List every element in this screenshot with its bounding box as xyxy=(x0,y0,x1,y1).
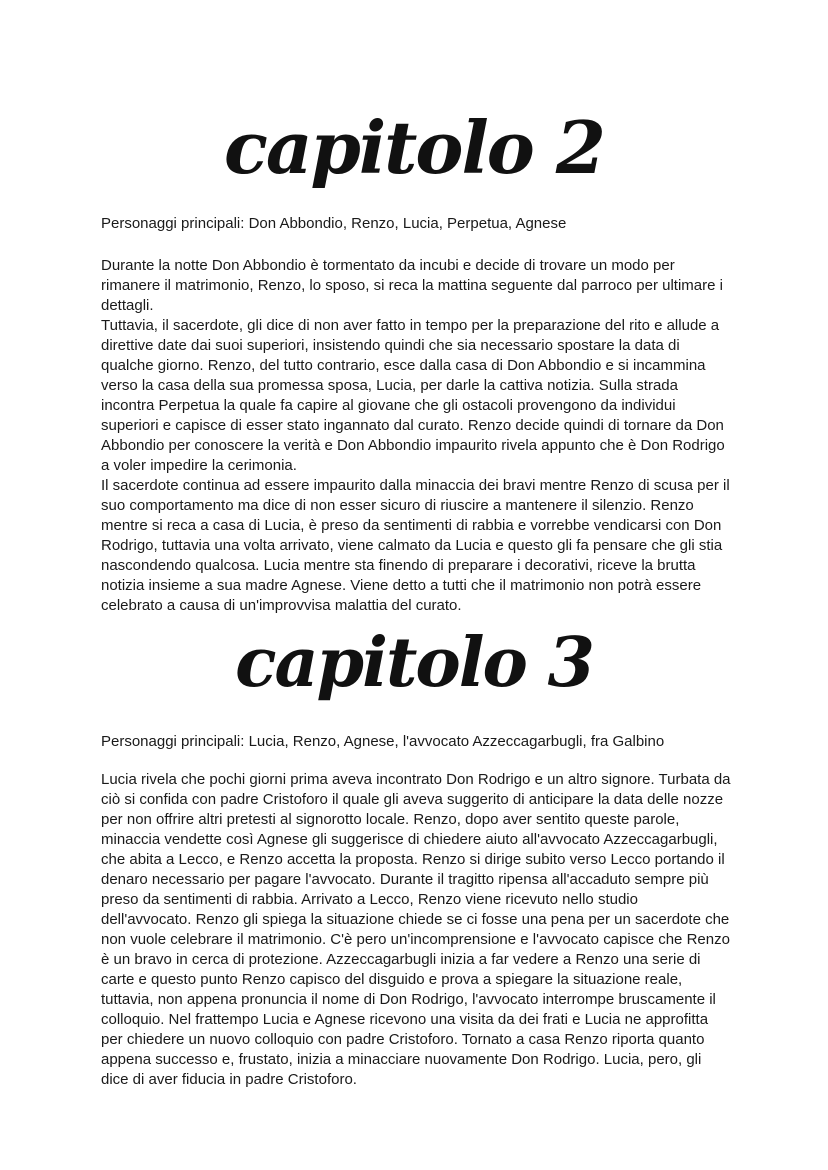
paragraph: Il sacerdote continua ad essere impaurito dalla minaccia dei bravi mentre Renzo di scusa per il suo comportamento ma dice di non esser sicuro di riuscire a mantenere il silenzio. Renzo mentre si reca a casa di Lucia, è preso da sentimenti di rabbia e vorrebbe vendicarsi con Don Rodrigo, tuttavia una volta arrivato, viene calmato da Lucia e questo gli fa pensare che gli stia nascondendo qualcosa. Lucia mentre sta finendo di preparare i decorativi, riceve la brutta notizia insieme a sua madre Agnese. Viene detto a tutti che il matrimonio non potrà essere celebrato a causa di un'improvvisa malattia del curato. xyxy=(101,477,730,614)
chapter-2-characters xyxy=(101,214,731,234)
characters-line: Personaggi principali: Don Abbondio, Renzo, Lucia, Perpetua, Agnese xyxy=(101,215,567,232)
chapter-3-title: capitolo 3 xyxy=(235,623,593,703)
paragraph: Tuttavia, il sacerdote, gli dice di non aver fatto in tempo per la preparazione del rito e allude a direttive date dai suoi superiori, insistendo quindi che sia necessario spostare la data di qualche giorno. Renzo, del tutto contrario, esce dalla casa di Don Abbondio e si incammina verso la casa della sua promessa sposa, Lucia, per darle la cattiva notizia. Sulla strada incontra Perpetua la quale fa capire al giovane che gli ostacoli provengono da individui superiori e capisce di esser stato ingannato dal curato. Renzo decide quindi di tornare da Don Abbondio per conoscere la verità e Don Abbondio impaurito rivela appunto che è Don Rodrigo a voler impedire la cerimonia. xyxy=(101,317,725,474)
paragraph: Lucia rivela che pochi giorni prima aveva incontrato Don Rodrigo e un altro signore. Turbata da ciò si confida con padre Cristoforo il quale gli aveva suggerito di anticipare la data delle nozze per non offrire altri pretesti al signorotto locale. Renzo, dopo aver sentito queste parole, minaccia vendette così Agnese gli suggerisce di chiedere aiuto all'avvocato Azzeccagarbugli, che abita a Lecco, e Renzo accetta la proposta. Renzo si dirige subito verso Lecco portando il denaro necessario per pagare l'avvocato. Durante il tragitto ripensa all'accaduto sempre più preso da sentimenti di rabbia. Arrivato a Lecco, Renzo viene ricevuto nello studio dell'avvocato. Renzo gli spiega la situazione chiede se ci fosse una pena per un sacerdote che non vuole celebrare il matrimonio. C'è pero un'incomprensione e l'avvocato capisce che Renzo è un bravo in cerca di protezione. Azzeccagarbugli inizia a far vedere a Renzo una serie di carte e questo punto Renzo capisco del disguido e prova a spiegare la situazione reale, tuttavia, non appena pronuncia il nome di Don Rodrigo, l'avvocato interrompe bruscamente il colloquio. Nel frattempo Lucia e Agnese ricevono una visita da dei frati e Lucia ne approfitta per chiedere un nuovo colloquio con padre Cristoforo. Tornato a casa Renzo riporta quanto appena successo e, frustato, inizia a minacciare nuovamente Don Rodrigo. Lucia, pero, gli dice di aver fiducia in padre Cristoforo. xyxy=(101,771,731,1088)
characters-line: Personaggi principali: Lucia, Renzo, Agnese, l'avvocato Azzeccagarbugli, fra Galbino xyxy=(101,733,665,750)
paragraph: Durante la notte Don Abbondio è tormentato da incubi e decide di trovare un modo per rimanere il matrimonio, Renzo, lo sposo, si reca la mattina seguente dal parroco per ultimare i dettagli. xyxy=(101,257,723,314)
chapter-3-characters xyxy=(101,732,731,752)
chapter-2-summary xyxy=(101,256,731,616)
chapter-2-title: capitolo 2 xyxy=(223,105,604,190)
chapter-3-summary xyxy=(101,770,731,1090)
